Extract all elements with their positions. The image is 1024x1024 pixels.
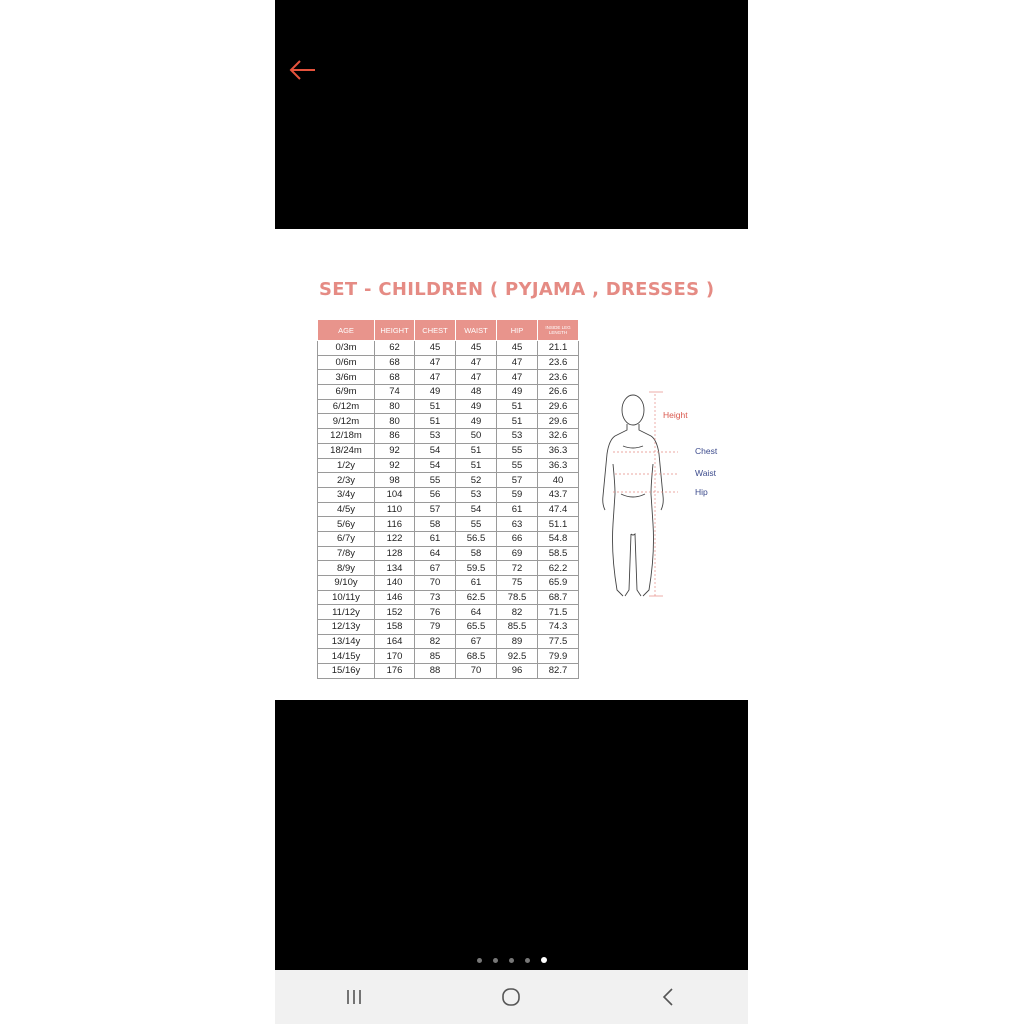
cell-age: 18/24m	[318, 443, 375, 458]
cell-height: 140	[375, 576, 415, 591]
cell-chest: 56	[415, 487, 456, 502]
cell-height: 86	[375, 429, 415, 444]
cell-hip: 78.5	[497, 590, 538, 605]
cell-chest: 47	[415, 370, 456, 385]
cell-hip: 89	[497, 634, 538, 649]
back-button[interactable]	[287, 56, 319, 88]
cell-hip: 82	[497, 605, 538, 620]
cell-hip: 59	[497, 487, 538, 502]
cell-inside-leg-length: 74.3	[538, 620, 579, 635]
cell-hip: 47	[497, 355, 538, 370]
table-row	[318, 355, 579, 370]
cell-height: 92	[375, 443, 415, 458]
cell-hip: 45	[497, 341, 538, 356]
size-chart-image	[275, 229, 748, 700]
child-silhouette	[603, 395, 664, 596]
cell-inside-leg-length: 29.6	[538, 399, 579, 414]
cell-chest: 51	[415, 414, 456, 429]
label-hip: Hip	[695, 487, 708, 497]
cell-waist: 70	[456, 664, 497, 679]
cell-chest: 53	[415, 429, 456, 444]
cell-age: 1/2y	[318, 458, 375, 473]
cell-waist: 45	[456, 341, 497, 356]
table-row	[318, 443, 579, 458]
cell-chest: 54	[415, 443, 456, 458]
cell-age: 3/4y	[318, 487, 375, 502]
header-height: HEIGHT	[375, 320, 415, 341]
cell-chest: 88	[415, 664, 456, 679]
cell-age: 2/3y	[318, 473, 375, 488]
cell-inside-leg-length: 51.1	[538, 517, 579, 532]
cell-hip: 49	[497, 385, 538, 400]
table-row	[318, 620, 579, 635]
cell-waist: 47	[456, 355, 497, 370]
cell-age: 5/6y	[318, 517, 375, 532]
pager-dot[interactable]	[493, 958, 498, 963]
cell-waist: 59.5	[456, 561, 497, 576]
cell-chest: 49	[415, 385, 456, 400]
cell-waist: 65.5	[456, 620, 497, 635]
pager-dot[interactable]	[525, 958, 530, 963]
cell-inside-leg-length: 23.6	[538, 370, 579, 385]
cell-age: 6/12m	[318, 399, 375, 414]
cell-hip: 75	[497, 576, 538, 591]
cell-waist: 47	[456, 370, 497, 385]
cell-waist: 61	[456, 576, 497, 591]
cell-chest: 76	[415, 605, 456, 620]
cell-height: 122	[375, 531, 415, 546]
table-row	[318, 546, 579, 561]
cell-height: 164	[375, 634, 415, 649]
cell-age: 0/3m	[318, 341, 375, 356]
cell-age: 0/6m	[318, 355, 375, 370]
cell-inside-leg-length: 65.9	[538, 576, 579, 591]
cell-chest: 70	[415, 576, 456, 591]
cell-chest: 79	[415, 620, 456, 635]
cell-chest: 45	[415, 341, 456, 356]
cell-chest: 64	[415, 546, 456, 561]
cell-age: 11/12y	[318, 605, 375, 620]
cell-waist: 53	[456, 487, 497, 502]
cell-hip: 51	[497, 399, 538, 414]
measure-lines	[613, 392, 678, 596]
cell-hip: 57	[497, 473, 538, 488]
cell-waist: 58	[456, 546, 497, 561]
cell-height: 128	[375, 546, 415, 561]
cell-height: 98	[375, 473, 415, 488]
chevron-left-icon	[657, 985, 681, 1009]
cell-chest: 57	[415, 502, 456, 517]
table-row	[318, 429, 579, 444]
cell-chest: 73	[415, 590, 456, 605]
cell-chest: 67	[415, 561, 456, 576]
table-row	[318, 561, 579, 576]
cell-height: 158	[375, 620, 415, 635]
cell-height: 62	[375, 341, 415, 356]
table-row	[318, 487, 579, 502]
cell-chest: 54	[415, 458, 456, 473]
cell-age: 8/9y	[318, 561, 375, 576]
phone-screen	[275, 0, 748, 1024]
table-row	[318, 531, 579, 546]
cell-waist: 54	[456, 502, 497, 517]
cell-age: 13/14y	[318, 634, 375, 649]
cell-chest: 58	[415, 517, 456, 532]
cell-height: 104	[375, 487, 415, 502]
cell-inside-leg-length: 71.5	[538, 605, 579, 620]
cell-waist: 68.5	[456, 649, 497, 664]
cell-age: 6/7y	[318, 531, 375, 546]
cell-inside-leg-length: 82.7	[538, 664, 579, 679]
table-row	[318, 590, 579, 605]
cell-age: 9/12m	[318, 414, 375, 429]
cell-hip: 55	[497, 443, 538, 458]
cell-height: 80	[375, 399, 415, 414]
cell-chest: 82	[415, 634, 456, 649]
cell-height: 92	[375, 458, 415, 473]
table-row	[318, 502, 579, 517]
table-row	[318, 473, 579, 488]
cell-age: 10/11y	[318, 590, 375, 605]
recent-apps-button[interactable]	[334, 977, 374, 1017]
cell-hip: 69	[497, 546, 538, 561]
cell-inside-leg-length: 62.2	[538, 561, 579, 576]
cell-height: 176	[375, 664, 415, 679]
cell-height: 68	[375, 370, 415, 385]
cell-waist: 48	[456, 385, 497, 400]
cell-inside-leg-length: 21.1	[538, 341, 579, 356]
pager-dot[interactable]	[477, 958, 482, 963]
cell-inside-leg-length: 29.6	[538, 414, 579, 429]
cell-inside-leg-length: 77.5	[538, 634, 579, 649]
cell-age: 14/15y	[318, 649, 375, 664]
cell-height: 116	[375, 517, 415, 532]
cell-waist: 49	[456, 414, 497, 429]
body-measurement-figure	[593, 384, 743, 604]
cell-inside-leg-length: 23.6	[538, 355, 579, 370]
cell-inside-leg-length: 54.8	[538, 531, 579, 546]
table-row	[318, 634, 579, 649]
home-icon	[499, 985, 523, 1009]
cell-hip: 85.5	[497, 620, 538, 635]
cell-waist: 51	[456, 458, 497, 473]
cell-hip: 61	[497, 502, 538, 517]
cell-age: 6/9m	[318, 385, 375, 400]
cell-waist: 56.5	[456, 531, 497, 546]
cell-waist: 51	[456, 443, 497, 458]
cell-height: 134	[375, 561, 415, 576]
table-row	[318, 370, 579, 385]
header-chest: CHEST	[415, 320, 456, 341]
table-header-row	[318, 320, 579, 341]
cell-inside-leg-length: 36.3	[538, 443, 579, 458]
cell-height: 146	[375, 590, 415, 605]
cell-age: 12/18m	[318, 429, 375, 444]
table-row	[318, 458, 579, 473]
cell-chest: 85	[415, 649, 456, 664]
image-pager	[275, 955, 748, 965]
pager-dot[interactable]	[541, 957, 547, 963]
home-button[interactable]	[491, 977, 531, 1017]
cell-hip: 55	[497, 458, 538, 473]
header-hip: HIP	[497, 320, 538, 341]
label-waist: Waist	[695, 468, 716, 478]
label-chest: Chest	[695, 446, 718, 456]
recent-apps-icon	[342, 985, 366, 1009]
cell-height: 80	[375, 414, 415, 429]
label-height: Height	[663, 410, 688, 420]
size-table	[317, 319, 579, 679]
cell-chest: 51	[415, 399, 456, 414]
table-row	[318, 414, 579, 429]
cell-height: 170	[375, 649, 415, 664]
system-back-button[interactable]	[649, 977, 689, 1017]
cell-hip: 53	[497, 429, 538, 444]
table-row	[318, 576, 579, 591]
cell-inside-leg-length: 26.6	[538, 385, 579, 400]
system-navigation-bar	[275, 970, 748, 1024]
cell-chest: 61	[415, 531, 456, 546]
cell-hip: 51	[497, 414, 538, 429]
table-row	[318, 649, 579, 664]
cell-hip: 47	[497, 370, 538, 385]
cell-age: 3/6m	[318, 370, 375, 385]
cell-height: 74	[375, 385, 415, 400]
cell-age: 7/8y	[318, 546, 375, 561]
pager-dot[interactable]	[509, 958, 514, 963]
arrow-left-icon	[287, 56, 319, 88]
cell-waist: 62.5	[456, 590, 497, 605]
cell-age: 4/5y	[318, 502, 375, 517]
table-row	[318, 517, 579, 532]
cell-chest: 47	[415, 355, 456, 370]
table-row	[318, 605, 579, 620]
header-inside-leg-length: INSIDE LEG LENGTH	[538, 320, 579, 341]
cell-waist: 49	[456, 399, 497, 414]
cell-waist: 64	[456, 605, 497, 620]
cell-height: 68	[375, 355, 415, 370]
cell-age: 12/13y	[318, 620, 375, 635]
cell-inside-leg-length: 79.9	[538, 649, 579, 664]
cell-inside-leg-length: 47.4	[538, 502, 579, 517]
cell-hip: 66	[497, 531, 538, 546]
chart-title: SET - CHILDREN ( PYJAMA , DRESSES )	[319, 279, 715, 300]
table-row	[318, 664, 579, 679]
cell-hip: 96	[497, 664, 538, 679]
cell-inside-leg-length: 43.7	[538, 487, 579, 502]
table-row	[318, 385, 579, 400]
cell-waist: 50	[456, 429, 497, 444]
cell-inside-leg-length: 68.7	[538, 590, 579, 605]
cell-hip: 63	[497, 517, 538, 532]
cell-inside-leg-length: 32.6	[538, 429, 579, 444]
cell-inside-leg-length: 36.3	[538, 458, 579, 473]
header-age: AGE	[318, 320, 375, 341]
cell-waist: 67	[456, 634, 497, 649]
cell-height: 110	[375, 502, 415, 517]
cell-waist: 52	[456, 473, 497, 488]
header-waist: WAIST	[456, 320, 497, 341]
table-row	[318, 341, 579, 356]
cell-inside-leg-length: 40	[538, 473, 579, 488]
cell-hip: 72	[497, 561, 538, 576]
cell-age: 9/10y	[318, 576, 375, 591]
cell-height: 152	[375, 605, 415, 620]
cell-waist: 55	[456, 517, 497, 532]
cell-hip: 92.5	[497, 649, 538, 664]
table-row	[318, 399, 579, 414]
cell-inside-leg-length: 58.5	[538, 546, 579, 561]
cell-chest: 55	[415, 473, 456, 488]
cell-age: 15/16y	[318, 664, 375, 679]
